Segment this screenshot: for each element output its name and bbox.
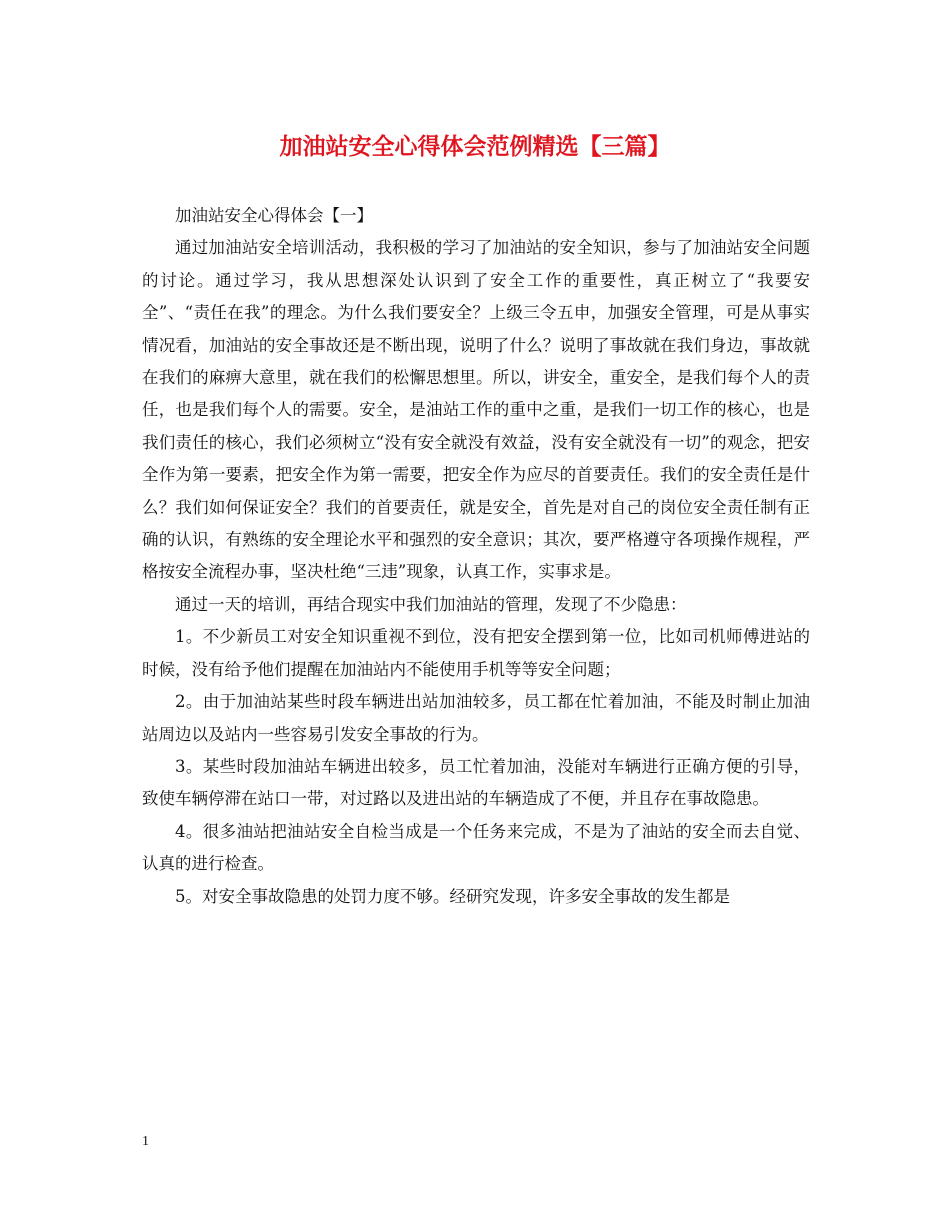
document-body — [142, 200, 810, 913]
document-title: 加油站安全心得体会范例精选【三篇】 — [279, 133, 671, 160]
list-item: 1。不少新员工对安全知识重视不到位，没有把安全摆到第一位，比如司机师傅进站的时候，没有给予他们提醒在加油站内不能使用手机等等安全问题； — [142, 627, 810, 679]
list-item: 2。由于加油站某些时段车辆进出站加油较多，员工都在忙着加油，不能及时制止加油站周边以及站内一些容易引发安全事故的行为。 — [142, 692, 810, 744]
page-number: 1 — [142, 1134, 149, 1149]
paragraph: 通过加油站安全培训活动，我积极的学习了加油站的安全知识，参与了加油站安全问题的讨论。通过学习，我从思想深处认识到了安全工作的重要性，真正树立了“我要安全”、“责任在我”的理念。为什么我们要安全？上级三令五申，加强安全管理，可是从事实情况看，加油站的安全事故还是不断出现，说明了什么？说明了事故就在我们身边，事故就在我们的麻痹大意里，就在我们的松懈思想里。所以，讲安全，重安全，是我们每个人的责任，也是我们每个人的需要。安全，是油站工作的重中之重，是我们一切工作的核心，也是我们责任的核心，我们必须树立“没有安全就没有效益，没有安全就没有一切”的观念，把安全作为第一要素，把安全作为第一需要，把安全作为应尽的首要责任。我们的安全责任是什么？我们如何保证安全？我们的首要责任，就是安全，首先是对自己的岗位安全责任制有正确的认识，有熟练的安全理论水平和强烈的安全意识；其次，要严格遵守各项操作规程，严格按安全流程办事，坚决杜绝“三违”现象，认真工作，实事求是。 — [142, 238, 810, 582]
list-item: 5。对安全事故隐患的处罚力度不够。经研究发现，许多安全事故的发生都是 — [175, 886, 730, 906]
list-item: 4。很多油站把油站安全自检当成是一个任务来完成，不是为了油站的安全而去自觉、认真的进行检查。 — [142, 821, 810, 874]
section-heading: 加油站安全心得体会【一】 — [175, 206, 373, 225]
paragraph: 通过一天的培训，再结合现实中我们加油站的管理，发现了不少隐患： — [175, 594, 687, 614]
list-item: 3。某些时段加油站车辆进出较多，员工忙着加油，没能对车辆进行正确方便的引导，致使车辆停滞在站口一带，对过路以及进出站的车辆造成了不便，并且存在事故隐患。 — [142, 756, 810, 809]
